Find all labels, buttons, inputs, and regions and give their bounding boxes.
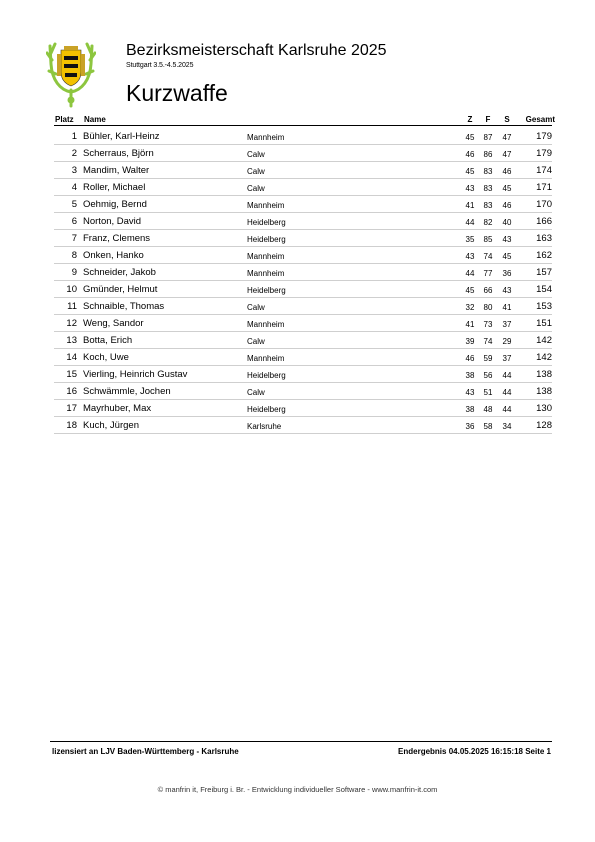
event-location-dates: Stuttgart 3.5.-4.5.2025: [126, 62, 194, 69]
f-cell: 80: [483, 303, 493, 312]
table-row: [54, 281, 552, 298]
rank-cell: 4: [71, 182, 77, 193]
name-cell: Schnaible, Thomas: [83, 301, 165, 312]
total-cell: 157: [536, 267, 552, 278]
club-cell: Calw: [247, 167, 265, 176]
club-cell: Calw: [247, 184, 265, 193]
rank-cell: 2: [71, 148, 77, 159]
club-cell: Mannheim: [247, 133, 285, 142]
table-row: [54, 264, 552, 281]
f-cell: 83: [483, 184, 493, 193]
header-divider: [54, 125, 552, 126]
table-row: [54, 315, 552, 332]
rank-cell: 5: [71, 199, 77, 210]
z-cell: 44: [465, 269, 475, 278]
footer-divider: [50, 741, 552, 742]
z-cell: 46: [465, 150, 475, 159]
z-cell: 44: [465, 218, 475, 227]
s-cell: 34: [502, 422, 512, 431]
name-cell: Franz, Clemens: [83, 233, 151, 244]
f-cell: 56: [483, 371, 493, 380]
total-cell: 128: [536, 420, 552, 431]
total-cell: 170: [536, 199, 552, 210]
total-cell: 153: [536, 301, 552, 312]
rank-cell: 16: [66, 386, 77, 397]
discipline-heading: Kurzwaffe: [126, 80, 228, 106]
table-row: [54, 162, 552, 179]
f-cell: 85: [483, 235, 493, 244]
table-row: [54, 417, 552, 434]
table-row: [54, 230, 552, 247]
table-row: [54, 145, 552, 162]
rank-cell: 7: [71, 233, 77, 244]
table-row: [54, 383, 552, 400]
f-cell: 58: [483, 422, 493, 431]
total-cell: 130: [536, 403, 552, 414]
table-row: [54, 349, 552, 366]
rank-cell: 1: [71, 131, 77, 142]
club-cell: Heidelberg: [247, 235, 286, 244]
rank-cell: 6: [71, 216, 77, 227]
page-title: Bezirksmeisterschaft Karlsruhe 2025: [126, 42, 387, 59]
f-cell: 77: [483, 269, 493, 278]
table-row: [54, 366, 552, 383]
column-header-s: S: [504, 115, 510, 124]
s-cell: 44: [502, 388, 512, 397]
rank-cell: 13: [66, 335, 77, 346]
s-cell: 47: [502, 133, 512, 142]
rank-cell: 14: [66, 352, 77, 363]
club-cell: Mannheim: [247, 201, 285, 210]
f-cell: 83: [483, 167, 493, 176]
rank-cell: 8: [71, 250, 77, 261]
rank-cell: 3: [71, 165, 77, 176]
name-cell: Gmünder, Helmut: [83, 284, 158, 295]
license-note: lizensiert an LJV Baden-Württemberg - Karlsruhe: [52, 747, 239, 756]
name-cell: Schwämmle, Jochen: [83, 386, 171, 397]
total-cell: 154: [536, 284, 552, 295]
table-row: [54, 128, 552, 145]
s-cell: 47: [502, 150, 512, 159]
rank-cell: 15: [66, 369, 77, 380]
club-cell: Mannheim: [247, 252, 285, 261]
s-cell: 43: [502, 235, 512, 244]
total-cell: 174: [536, 165, 552, 176]
total-cell: 142: [536, 335, 552, 346]
club-cell: Mannheim: [247, 320, 285, 329]
z-cell: 43: [465, 252, 475, 261]
name-cell: Roller, Michael: [83, 182, 146, 193]
z-cell: 45: [465, 167, 475, 176]
table-row: [54, 298, 552, 315]
f-cell: 86: [483, 150, 493, 159]
name-cell: Botta, Erich: [83, 335, 133, 346]
s-cell: 45: [502, 184, 512, 193]
total-cell: 142: [536, 352, 552, 363]
club-cell: Heidelberg: [247, 218, 286, 227]
total-cell: 162: [536, 250, 552, 261]
z-cell: 35: [465, 235, 475, 244]
f-cell: 74: [483, 252, 493, 261]
column-header-platz: Platz: [55, 115, 74, 124]
s-cell: 44: [502, 405, 512, 414]
name-cell: Onken, Hanko: [83, 250, 144, 261]
f-cell: 48: [483, 405, 493, 414]
total-cell: 138: [536, 386, 552, 397]
z-cell: 45: [465, 133, 475, 142]
z-cell: 38: [465, 405, 475, 414]
club-cell: Calw: [247, 303, 265, 312]
s-cell: 36: [502, 269, 512, 278]
z-cell: 39: [465, 337, 475, 346]
table-row: [54, 213, 552, 230]
table-row: [54, 196, 552, 213]
z-cell: 43: [465, 388, 475, 397]
club-cell: Calw: [247, 337, 265, 346]
table-row: [54, 400, 552, 417]
ljv-antler-shield-logo-icon: [46, 40, 96, 110]
rank-cell: 12: [66, 318, 77, 329]
club-cell: Calw: [247, 150, 265, 159]
results-table: [54, 128, 552, 434]
total-cell: 151: [536, 318, 552, 329]
total-cell: 179: [536, 131, 552, 142]
s-cell: 46: [502, 167, 512, 176]
f-cell: 66: [483, 286, 493, 295]
z-cell: 36: [465, 422, 475, 431]
result-status: Endergebnis 04.05.2025 16:15:18 Seite 1: [398, 747, 551, 756]
name-cell: Schneider, Jakob: [83, 267, 156, 278]
s-cell: 37: [502, 354, 512, 363]
total-cell: 179: [536, 148, 552, 159]
club-cell: Mannheim: [247, 354, 285, 363]
s-cell: 44: [502, 371, 512, 380]
club-cell: Heidelberg: [247, 405, 286, 414]
name-cell: Bühler, Karl-Heinz: [83, 131, 160, 142]
club-cell: Mannheim: [247, 269, 285, 278]
total-cell: 163: [536, 233, 552, 244]
s-cell: 45: [502, 252, 512, 261]
f-cell: 87: [483, 133, 493, 142]
name-cell: Vierling, Heinrich Gustav: [83, 369, 188, 380]
rank-cell: 18: [66, 420, 77, 431]
total-cell: 171: [536, 182, 552, 193]
column-header-f: F: [485, 115, 491, 124]
s-cell: 37: [502, 320, 512, 329]
name-cell: Scherraus, Björn: [83, 148, 154, 159]
column-header-gesamt: Gesamt: [525, 115, 555, 124]
s-cell: 41: [502, 303, 512, 312]
rank-cell: 10: [66, 284, 77, 295]
name-cell: Weng, Sandor: [83, 318, 144, 329]
name-cell: Norton, David: [83, 216, 142, 227]
z-cell: 38: [465, 371, 475, 380]
table-row: [54, 179, 552, 196]
rank-cell: 11: [67, 301, 77, 312]
z-cell: 43: [465, 184, 475, 193]
z-cell: 46: [465, 354, 475, 363]
s-cell: 43: [502, 286, 512, 295]
column-header-z: Z: [467, 115, 473, 124]
f-cell: 82: [483, 218, 493, 227]
total-cell: 166: [536, 216, 552, 227]
z-cell: 45: [465, 286, 475, 295]
club-cell: Karlsruhe: [247, 422, 282, 431]
s-cell: 29: [502, 337, 512, 346]
club-cell: Calw: [247, 388, 265, 397]
name-cell: Mandim, Walter: [83, 165, 150, 176]
name-cell: Kuch, Jürgen: [83, 420, 139, 431]
name-cell: Koch, Uwe: [83, 352, 129, 363]
total-cell: 138: [536, 369, 552, 380]
s-cell: 46: [502, 201, 512, 210]
club-cell: Heidelberg: [247, 286, 286, 295]
z-cell: 32: [465, 303, 475, 312]
f-cell: 74: [483, 337, 493, 346]
table-row: [54, 332, 552, 349]
f-cell: 83: [483, 201, 493, 210]
name-cell: Oehmig, Bernd: [83, 199, 147, 210]
f-cell: 59: [483, 354, 493, 363]
f-cell: 73: [483, 320, 493, 329]
rank-cell: 17: [66, 403, 77, 414]
software-credit: © manfrin it, Freiburg i. Br. - Entwicklung individueller Software - www.manfrin-it.com: [157, 785, 438, 794]
name-cell: Mayrhuber, Max: [83, 403, 152, 414]
table-row: [54, 247, 552, 264]
z-cell: 41: [465, 201, 475, 210]
z-cell: 41: [465, 320, 475, 329]
column-header-name: Name: [84, 115, 106, 124]
f-cell: 51: [483, 388, 493, 397]
rank-cell: 9: [71, 267, 77, 278]
s-cell: 40: [502, 218, 512, 227]
club-cell: Heidelberg: [247, 371, 286, 380]
